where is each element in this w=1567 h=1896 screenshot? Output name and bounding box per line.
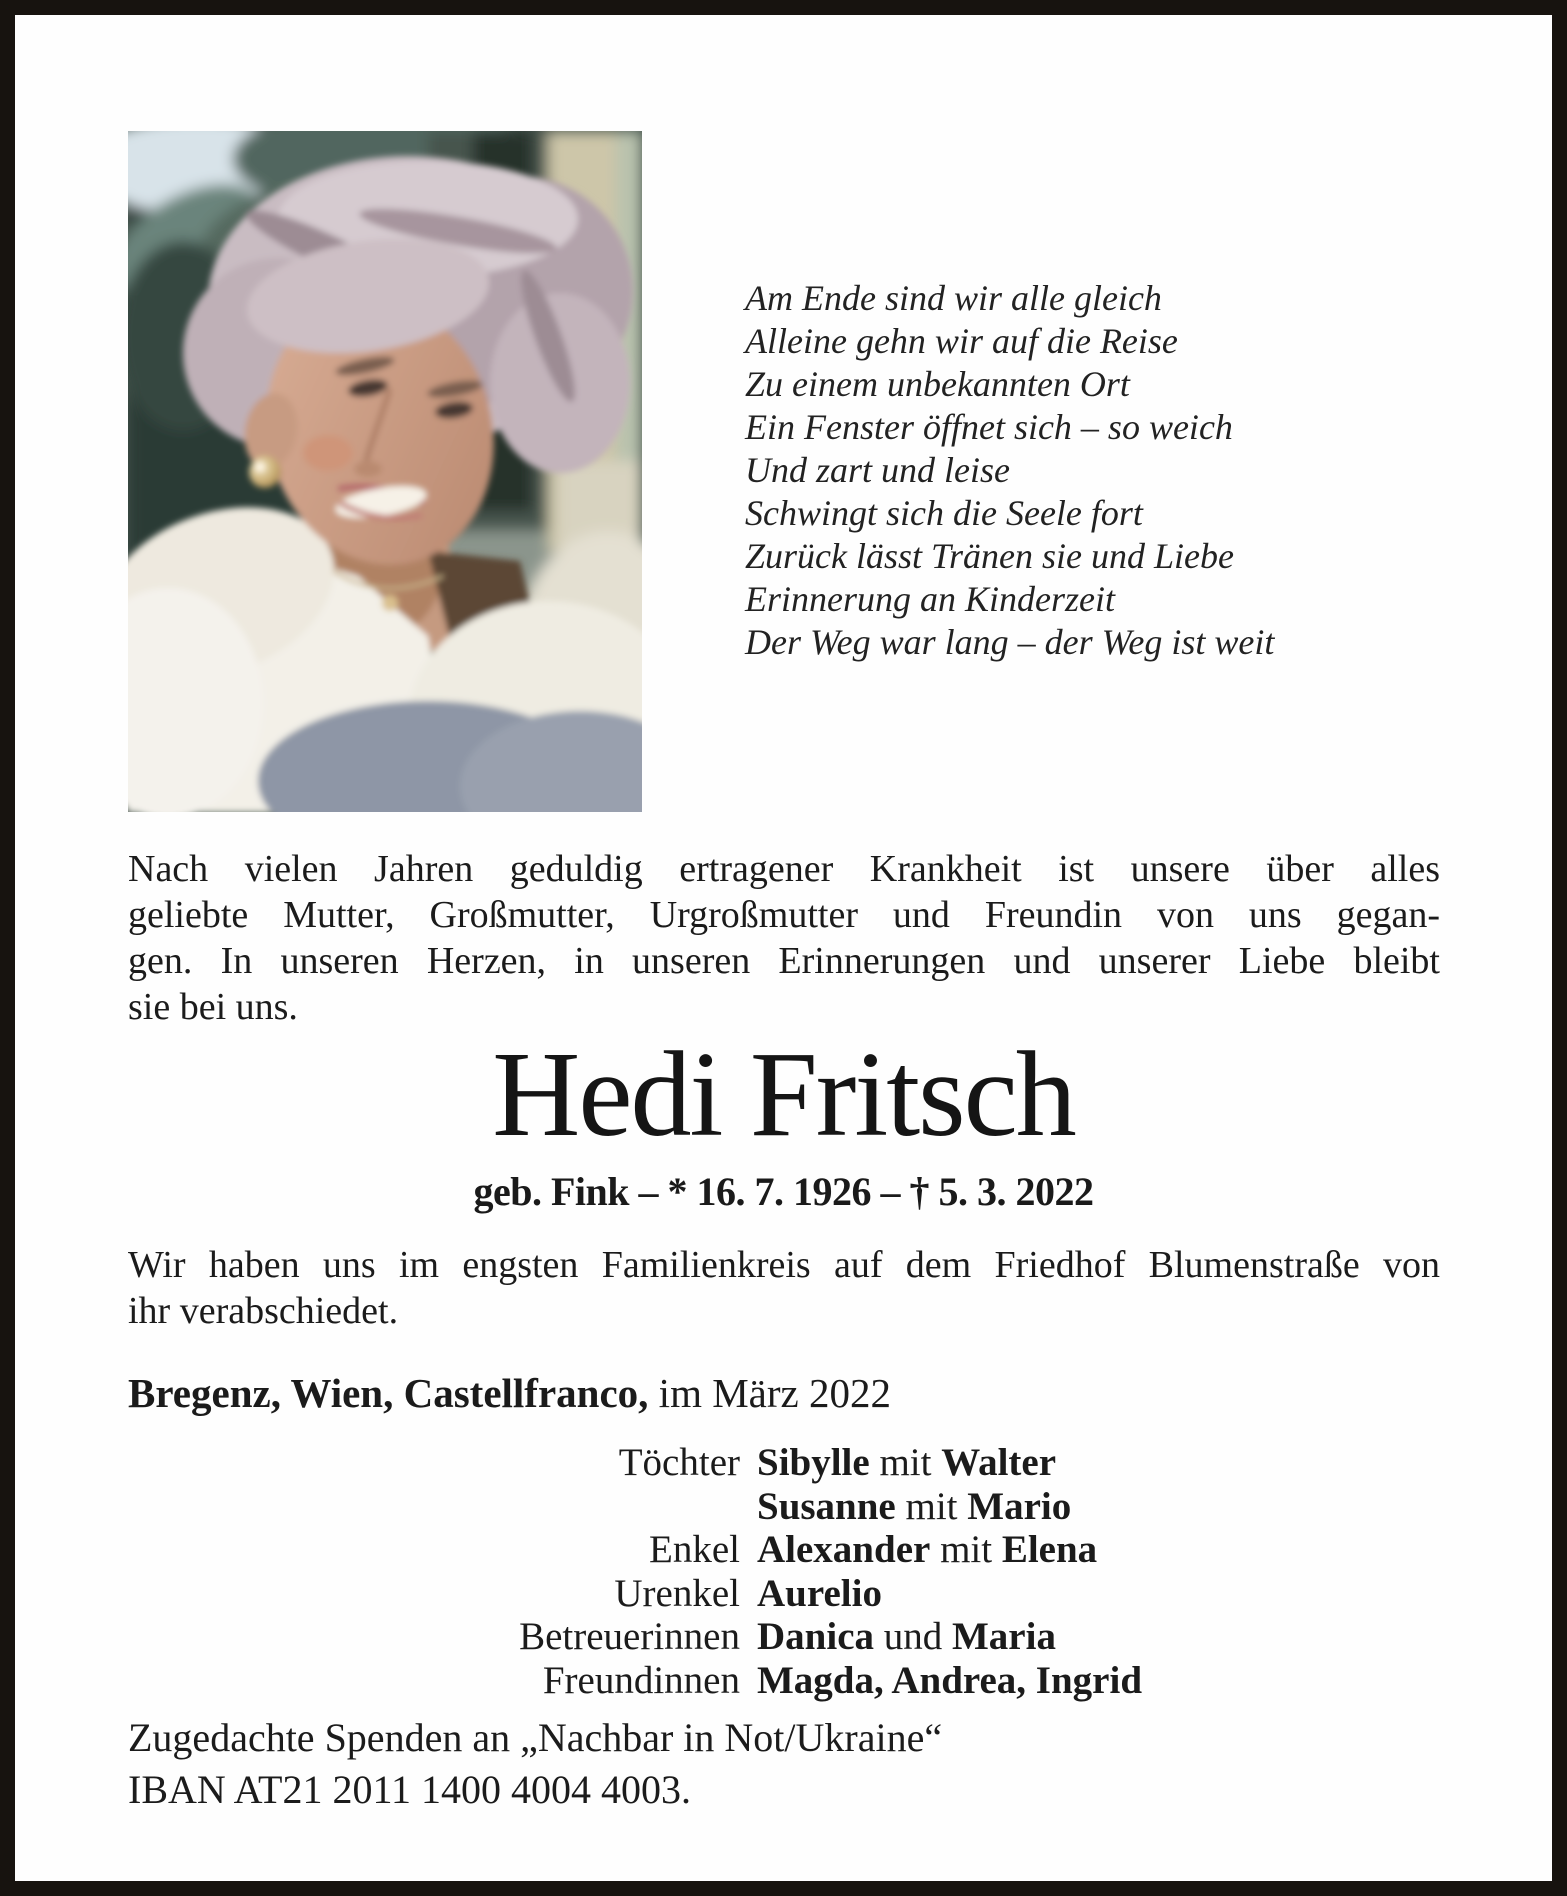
intro-paragraph-2: geliebte Mutter, Großmutter, Urgroßmutter und Freundin von uns gegan- — [128, 894, 1440, 936]
family-names-2: Susanne mit Mario — [757, 1484, 1072, 1528]
dateline-places: Bregenz, Wien, Castellfranco, — [128, 1370, 649, 1416]
deceased-name: Hedi Fritsch — [492, 1027, 1075, 1162]
memorial-poem-3: Zu einem unbekannten Ort — [745, 364, 1130, 404]
birth-death-line: geb. Fink – * 16. 7. 1926 – † 5. 3. 2022 — [473, 1169, 1094, 1214]
memorial-poem-5: Und zart und leise — [745, 450, 1010, 490]
memorial-poem-2: Alleine gehn wir auf die Reise — [745, 321, 1178, 361]
intro-paragraph-3: gen. In unseren Herzen, in unseren Erinnerungen und unserer Liebe bleibt — [128, 940, 1440, 982]
family-names-1: Sibylle mit Walter — [757, 1441, 1057, 1484]
family-names-3: Alexander mit Elena — [757, 1528, 1098, 1571]
portrait-photo-art — [128, 131, 642, 812]
memorial-poem-4: Ein Fenster öffnet sich – so weich — [745, 407, 1233, 447]
family-role-6: Freundinnen — [542, 1658, 740, 1702]
intro-paragraph — [128, 846, 1440, 1030]
intro-paragraph-1: Nach vielen Jahren geduldig ertragener Krankheit ist unsere über alles — [128, 848, 1440, 890]
memorial-poem — [745, 277, 1274, 664]
family-role-2 — [128, 1485, 740, 1529]
memorial-poem-1: Am Ende sind wir alle gleich — [745, 278, 1162, 318]
family-role-3: Enkel — [649, 1528, 740, 1571]
family-names-4: Aurelio — [757, 1571, 882, 1615]
memorial-poem-9: Der Weg war lang – der Weg ist weit — [745, 622, 1275, 662]
farewell-paragraph-1: Wir haben uns im engsten Familienkreis auf dem Friedhof Blumenstraße von — [128, 1244, 1440, 1286]
family-list — [128, 1441, 1142, 1702]
farewell-paragraph-2: ihr verabschiedet. — [128, 1290, 399, 1332]
family-role-4: Urenkel — [614, 1571, 740, 1615]
dateline-date: im März 2022 — [648, 1370, 891, 1416]
family-names-6: Magda, Andrea, Ingrid — [757, 1658, 1143, 1702]
donation-line: Zugedachte Spenden an „Nachbar in Not/Ukraine“ — [128, 1715, 943, 1760]
donation-note — [128, 1712, 942, 1816]
family-role-1: Töchter — [618, 1441, 740, 1484]
farewell-paragraph — [128, 1242, 1440, 1334]
memorial-poem-8: Erinnerung an Kinderzeit — [745, 579, 1115, 619]
family-role-5: Betreuerinnen — [519, 1615, 740, 1658]
memorial-poem-7: Zurück lässt Tränen sie und Liebe — [745, 536, 1235, 576]
obituary-page — [15, 15, 1552, 1881]
memorial-poem-6: Schwingt sich die Seele fort — [745, 493, 1143, 533]
iban-line: IBAN AT21 2011 1400 4004 4003. — [128, 1767, 691, 1812]
dateline — [128, 1369, 891, 1417]
family-names-5: Danica und Maria — [757, 1615, 1056, 1658]
intro-paragraph-4: sie bei uns. — [128, 986, 298, 1028]
portrait-photo — [128, 131, 642, 812]
